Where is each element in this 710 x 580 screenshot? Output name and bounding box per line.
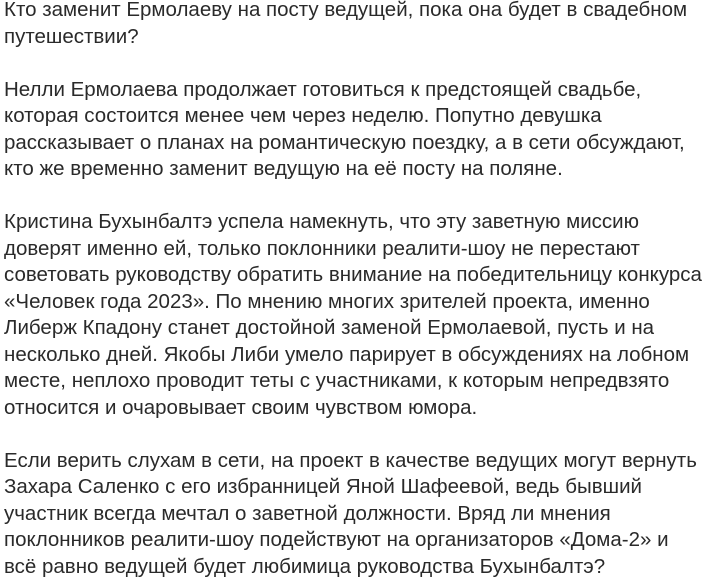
article-paragraph-3: Если верить слухам в сети, на проект в качестве ведущих могут вернуть Захара Саленко с его избранницей Яной Шафеевой, ведь бывший участник всегда мечтал о заветной должности. Вряд ли мнения поклонников реалити-шоу подействуют на организаторов «Дома-2» и всё равно ведущей будет любимица руководства Бухынбалтэ?: [4, 448, 706, 580]
article-paragraph-2: Кристина Бухынбалтэ успела намекнуть, что эту заветную миссию доверят именно ей, только поклонники реалити-шоу не перестают советовать руководству обратить внимание на победительницу конкурса «Человек года 2023». По мнению многих зрителей проекта, именно Либерж Кпадону станет достойной заменой Ермолаевой, пусть и на несколько дней. Якобы Либи умело парирует в обсуждениях на лобном месте, неплохо проводит теты с участниками, к которым непредвзято относится и очаровывает своим чувством юмора.: [4, 209, 706, 421]
article-paragraph-1: Нелли Ермолаева продолжает готовиться к предстоящей свадьбе, которая состоится менее чем через неделю. Попутно девушка рассказывает о планах на романтическую поездку, а в сети обсуждают, кто же временно заменит ведущую на её посту на поляне.: [4, 77, 706, 183]
article-title: Кто заменит Ермолаеву на посту ведущей, пока она будет в свадебном путешествии?: [4, 0, 706, 50]
